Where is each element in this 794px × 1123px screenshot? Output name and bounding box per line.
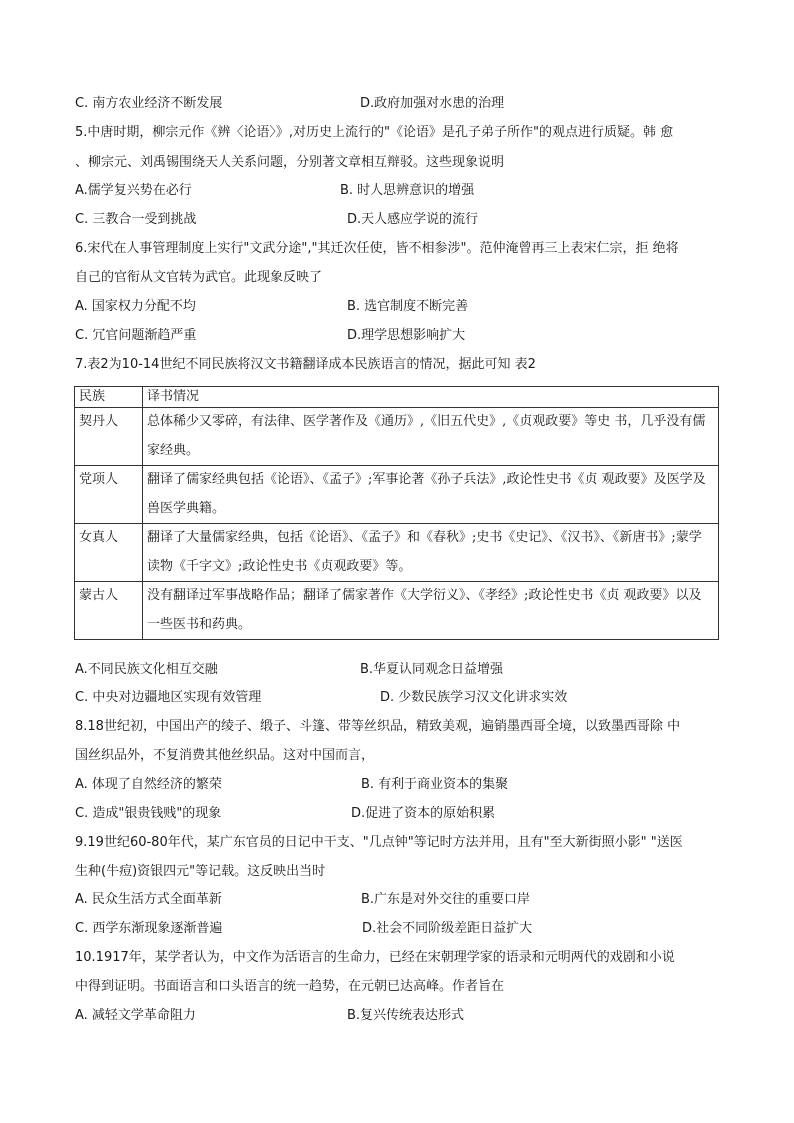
line-text: 中得到证明。书面语言和口头语言的统一趋势，在元朝已达高峰。作者旨在 bbox=[75, 979, 505, 994]
line-text: 9.19世纪60-80年代，某广东官员的日记中干支、"几点钟"等记时方法并用，且有"至大新街照小影" "送医 bbox=[75, 835, 683, 850]
line-text: 、柳宗元、刘禹锡围绕天人关系问题，分别著文章相互辩驳。这些现象说明 bbox=[75, 155, 505, 170]
text-line-q8b bbox=[75, 748, 725, 764]
option-text: B.华夏认同观念日益增强 bbox=[360, 662, 504, 677]
option-text: B.复兴传统表达形式 bbox=[347, 1008, 465, 1023]
row-content: 没有翻译过军事战略作品；翻译了儒家著作《大学衍义》、《孝经》;政论性史书《贞 观政要》以及一些医书和药典。 bbox=[143, 582, 719, 640]
option-text: D.促进了资本的原始积累 bbox=[351, 806, 496, 821]
row-content: 总体稀少又零碎，有法律、医学著作及《通历》,《旧五代史》,《贞观政要》等史 书，几乎没有儒家经典。 bbox=[143, 408, 719, 466]
line-text: C. 三教合一受到挑战 bbox=[75, 212, 197, 227]
text-line-q9o2 bbox=[75, 921, 725, 937]
table-row bbox=[75, 408, 719, 466]
option-text: D.理学思想影响扩大 bbox=[347, 328, 466, 343]
text-line-q6a bbox=[75, 241, 725, 257]
line-text: C. 冗官问题渐趋严重 bbox=[75, 328, 197, 343]
line-text: A. 体现了自然经济的繁荣 bbox=[75, 777, 222, 792]
text-line-q9b bbox=[75, 864, 725, 880]
text-line-q8o1 bbox=[75, 777, 725, 793]
line-text: 国丝织品外，不复消费其他丝织品。这对中国而言， bbox=[75, 748, 375, 763]
line-text: C. 中央对边疆地区实现有效管理 bbox=[75, 690, 262, 705]
option-text: D.政府加强对水患的治理 bbox=[360, 96, 505, 111]
text-line-q6o1 bbox=[75, 299, 725, 315]
line-text: 10.1917年，某学者认为，中文作为活语言的生命力，已经在宋朝理学家的语录和元明两代的戏剧和小说 bbox=[75, 950, 675, 965]
text-line-q6o2 bbox=[75, 328, 725, 344]
text-line-q8a bbox=[75, 719, 725, 735]
row-people: 蒙古人 bbox=[75, 582, 143, 640]
line-text: 自己的官衔从文官转为武官。此现象反映了 bbox=[75, 270, 323, 285]
option-text: B. 选官制度不断完善 bbox=[347, 299, 469, 314]
text-line-q10a bbox=[75, 950, 725, 966]
table-row bbox=[75, 524, 719, 582]
text-line-q10o1 bbox=[75, 1008, 725, 1024]
header-content: 译书情况 bbox=[143, 387, 719, 408]
text-line-q7o1 bbox=[75, 662, 725, 678]
option-text: D.天人感应学说的流行 bbox=[347, 212, 479, 227]
row-people: 契丹人 bbox=[75, 408, 143, 466]
option-text: B. 有利于商业资本的集聚 bbox=[361, 777, 509, 792]
option-text: D.社会不同阶级差距日益扩大 bbox=[362, 921, 533, 936]
line-text: C. 造成"银贵钱贱"的现象 bbox=[75, 806, 222, 821]
text-line-q9o1 bbox=[75, 892, 725, 908]
line-text: 6.宋代在人事管理制度上实行"文武分途","其迁次任使，皆不相参涉"。范仲淹曾再三上表宋仁宗，拒 绝将 bbox=[75, 241, 679, 256]
row-people: 党项人 bbox=[75, 466, 143, 524]
option-text: B.广东是对外交往的重要口岸 bbox=[361, 892, 531, 907]
text-line-q5o2 bbox=[75, 212, 725, 228]
text-line-q9a bbox=[75, 835, 725, 851]
line-text: A.儒学复兴势在必行 bbox=[75, 183, 192, 198]
text-line-q10b bbox=[75, 979, 725, 995]
row-content: 翻译了大量儒家经典，包括《论语》、《孟子》和《春秋》;史书《史记》、《汉书》、《新唐书》;蒙学读物《千字文》;政论性史书《贞观政要》等。 bbox=[143, 524, 719, 582]
line-text: C. 南方农业经济不断发展 bbox=[75, 96, 223, 111]
text-line-q7a bbox=[75, 357, 725, 373]
row-people: 女真人 bbox=[75, 524, 143, 582]
line-text: 生种(牛痘)资银四元"等记载。这反映出当时 bbox=[75, 864, 326, 879]
text-line-q6b bbox=[75, 270, 725, 286]
table-header-row bbox=[75, 387, 719, 408]
option-text: D. 少数民族学习汉文化讲求实效 bbox=[380, 690, 568, 705]
line-text: 5.中唐时期，柳宗元作《辨〈论语〉》,对历史上流行的"《论语》是孔子弟子所作"的观点进行质疑。韩 愈 bbox=[75, 125, 674, 140]
text-line-l1 bbox=[75, 96, 725, 112]
table-row bbox=[75, 582, 719, 640]
line-text: A.不同民族文化相互交融 bbox=[75, 662, 218, 677]
line-text: C. 西学东渐现象逐渐普遍 bbox=[75, 921, 223, 936]
text-line-q5b bbox=[75, 155, 725, 171]
text-line-q7o2 bbox=[75, 690, 725, 706]
row-content: 翻译了儒家经典包括《论语》、《孟子》;军事论著《孙子兵法》,政论性史书《贞 观政要》及医学及兽医学典籍。 bbox=[143, 466, 719, 524]
line-text: A. 减轻文学革命阻力 bbox=[75, 1008, 196, 1023]
text-line-q5o1 bbox=[75, 183, 725, 199]
line-text: A. 国家权力分配不均 bbox=[75, 299, 196, 314]
text-line-q5a bbox=[75, 125, 725, 141]
header-people: 民族 bbox=[75, 387, 143, 408]
table-row bbox=[75, 466, 719, 524]
line-text: 7.表2为10-14世纪不同民族将汉文书籍翻译成本民族语言的情况，据此可知 表2 bbox=[75, 357, 536, 372]
text-line-q8o2 bbox=[75, 806, 725, 822]
table-2 bbox=[74, 386, 719, 640]
option-text: B. 时人思辨意识的增强 bbox=[340, 183, 475, 198]
line-text: 8.18世纪初，中国出产的绫子、缎子、斗篷、带等丝织品，精致美观，遍销墨西哥全境，以致墨西哥除 中 bbox=[75, 719, 681, 734]
line-text: A. 民众生活方式全面革新 bbox=[75, 892, 222, 907]
